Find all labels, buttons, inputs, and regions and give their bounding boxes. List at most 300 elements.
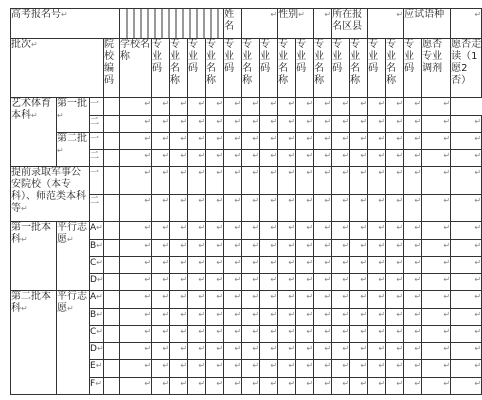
form-cell[interactable]: ↵	[120, 132, 152, 149]
form-cell[interactable]: ↵	[350, 291, 368, 308]
form-cell[interactable]: ↵	[188, 222, 206, 239]
form-cell[interactable]: ↵	[120, 360, 152, 377]
form-cell[interactable]: ↵	[152, 150, 170, 167]
form-cell[interactable]	[104, 98, 120, 115]
form-cell[interactable]: ↵	[242, 150, 260, 167]
form-cell[interactable]: ↵	[224, 256, 242, 273]
form-cell[interactable]: ↵	[368, 377, 386, 394]
form-cell[interactable]: ↵	[242, 274, 260, 291]
form-cell[interactable]: ↵	[260, 291, 278, 308]
form-cell[interactable]	[104, 377, 120, 394]
form-cell[interactable]: ↵	[451, 194, 482, 221]
form-cell[interactable]: ↵	[404, 274, 422, 291]
form-cell[interactable]: ↵	[451, 343, 482, 360]
form-cell[interactable]: ↵	[188, 167, 206, 194]
form-cell[interactable]: ↵	[224, 222, 242, 239]
form-cell[interactable]: ↵	[404, 377, 422, 394]
form-cell[interactable]: ↵	[422, 132, 451, 149]
form-cell[interactable]: ↵	[206, 308, 224, 325]
form-cell[interactable]: ↵	[278, 377, 296, 394]
form-cell[interactable]: ↵	[296, 291, 314, 308]
form-cell[interactable]: ↵	[152, 325, 170, 342]
form-cell[interactable]: ↵	[296, 194, 314, 221]
form-cell[interactable]: ↵	[152, 256, 170, 273]
form-cell[interactable]: ↵	[296, 360, 314, 377]
form-cell[interactable]: ↵	[120, 194, 152, 221]
form-cell[interactable]: ↵	[296, 377, 314, 394]
form-cell[interactable]: ↵	[350, 377, 368, 394]
form-cell[interactable]: ↵	[152, 343, 170, 360]
form-cell[interactable]: ↵	[451, 239, 482, 256]
form-cell[interactable]: ↵	[451, 256, 482, 273]
form-cell[interactable]: ↵	[278, 360, 296, 377]
form-cell[interactable]: ↵	[314, 115, 332, 132]
form-cell[interactable]: ↵	[296, 343, 314, 360]
form-cell[interactable]: ↵	[332, 256, 350, 273]
form-cell[interactable]: ↵	[332, 291, 350, 308]
form-cell[interactable]: ↵	[170, 377, 188, 394]
form-cell[interactable]: ↵	[224, 115, 242, 132]
form-cell[interactable]: ↵	[120, 115, 152, 132]
form-cell[interactable]: ↵	[332, 274, 350, 291]
form-cell[interactable]: ↵	[386, 325, 404, 342]
form-cell[interactable]: ↵	[152, 132, 170, 149]
form-cell[interactable]: ↵	[242, 325, 260, 342]
form-cell[interactable]: ↵	[404, 343, 422, 360]
form-cell[interactable]: ↵	[368, 132, 386, 149]
form-cell[interactable]	[104, 274, 120, 291]
form-cell[interactable]: ↵	[206, 377, 224, 394]
form-cell[interactable]: ↵	[404, 132, 422, 149]
form-cell[interactable]: ↵	[404, 256, 422, 273]
form-cell[interactable]: ↵	[296, 150, 314, 167]
form-cell[interactable]: ↵	[224, 194, 242, 221]
form-cell[interactable]: ↵	[314, 274, 332, 291]
form-cell[interactable]: ↵	[451, 150, 482, 167]
form-cell[interactable]: ↵	[350, 167, 368, 194]
form-cell[interactable]: ↵	[386, 239, 404, 256]
form-cell[interactable]: ↵	[422, 222, 451, 239]
form-cell[interactable]: ↵	[242, 291, 260, 308]
form-cell[interactable]: ↵	[278, 308, 296, 325]
form-cell[interactable]: ↵	[152, 274, 170, 291]
form-cell[interactable]: ↵	[170, 115, 188, 132]
form-cell[interactable]: ↵	[350, 343, 368, 360]
form-cell[interactable]: ↵	[170, 343, 188, 360]
form-cell[interactable]: ↵	[260, 343, 278, 360]
form-cell[interactable]: ↵	[278, 150, 296, 167]
form-cell[interactable]: ↵	[368, 360, 386, 377]
form-cell[interactable]: ↵	[188, 115, 206, 132]
form-cell[interactable]: ↵	[242, 256, 260, 273]
form-cell[interactable]: ↵	[296, 98, 314, 115]
form-cell[interactable]: ↵	[451, 377, 482, 394]
form-cell[interactable]: ↵	[386, 343, 404, 360]
form-cell[interactable]: ↵	[260, 132, 278, 149]
form-cell[interactable]: ↵	[224, 167, 242, 194]
form-cell[interactable]: ↵	[368, 325, 386, 342]
form-cell[interactable]: ↵	[170, 256, 188, 273]
form-cell[interactable]: ↵	[260, 167, 278, 194]
form-cell[interactable]: ↵	[451, 291, 482, 308]
form-cell[interactable]: ↵	[332, 167, 350, 194]
form-cell[interactable]: ↵	[224, 239, 242, 256]
form-cell[interactable]: ↵	[278, 256, 296, 273]
form-cell[interactable]: ↵	[422, 377, 451, 394]
form-cell[interactable]: ↵	[120, 325, 152, 342]
form-cell[interactable]: ↵	[120, 291, 152, 308]
form-cell[interactable]: ↵	[260, 150, 278, 167]
form-cell[interactable]: ↵	[260, 239, 278, 256]
form-cell[interactable]: ↵	[404, 291, 422, 308]
form-cell[interactable]: ↵	[350, 132, 368, 149]
form-cell[interactable]: ↵	[152, 194, 170, 221]
form-cell[interactable]: ↵	[368, 167, 386, 194]
form-cell[interactable]: ↵	[368, 98, 386, 115]
form-cell[interactable]: ↵	[451, 360, 482, 377]
form-cell[interactable]: ↵	[314, 98, 332, 115]
form-cell[interactable]: ↵	[206, 167, 224, 194]
form-cell[interactable]: ↵	[260, 360, 278, 377]
form-cell[interactable]	[104, 360, 120, 377]
form-cell[interactable]: ↵	[332, 98, 350, 115]
form-cell[interactable]: ↵	[314, 291, 332, 308]
form-cell[interactable]: ↵	[278, 167, 296, 194]
form-cell[interactable]: ↵	[170, 274, 188, 291]
form-cell[interactable]: ↵	[332, 115, 350, 132]
form-cell[interactable]: ↵	[350, 98, 368, 115]
form-cell[interactable]: ↵	[206, 274, 224, 291]
form-cell[interactable]: ↵	[152, 360, 170, 377]
form-cell[interactable]: ↵	[242, 132, 260, 149]
form-cell[interactable]: ↵	[260, 325, 278, 342]
form-cell[interactable]: ↵	[206, 325, 224, 342]
form-cell[interactable]: ↵	[278, 274, 296, 291]
form-cell[interactable]: ↵	[170, 325, 188, 342]
form-cell[interactable]: ↵	[386, 98, 404, 115]
form-cell[interactable]: ↵	[386, 377, 404, 394]
form-cell[interactable]: ↵	[314, 194, 332, 221]
form-cell[interactable]: ↵	[170, 308, 188, 325]
form-cell[interactable]: ↵	[314, 343, 332, 360]
form-cell[interactable]	[104, 291, 120, 308]
form-cell[interactable]: ↵	[170, 360, 188, 377]
form-cell[interactable]: ↵	[278, 115, 296, 132]
form-cell[interactable]: ↵	[332, 222, 350, 239]
form-cell[interactable]: ↵	[422, 150, 451, 167]
form-cell[interactable]: ↵	[120, 377, 152, 394]
form-cell[interactable]: ↵	[224, 343, 242, 360]
form-cell[interactable]: ↵	[120, 308, 152, 325]
form-cell[interactable]: ↵	[368, 256, 386, 273]
form-cell[interactable]: ↵	[152, 222, 170, 239]
form-cell[interactable]: ↵	[404, 150, 422, 167]
form-cell[interactable]: ↵	[206, 360, 224, 377]
form-cell[interactable]: ↵	[332, 360, 350, 377]
form-cell[interactable]: ↵	[242, 360, 260, 377]
form-cell[interactable]: ↵	[422, 325, 451, 342]
form-cell[interactable]: ↵	[260, 115, 278, 132]
form-cell[interactable]: ↵	[206, 194, 224, 221]
form-cell[interactable]: ↵	[404, 360, 422, 377]
form-cell[interactable]: ↵	[188, 291, 206, 308]
form-cell[interactable]: ↵	[296, 239, 314, 256]
form-cell[interactable]: ↵	[386, 132, 404, 149]
form-cell[interactable]: ↵	[120, 239, 152, 256]
form-cell[interactable]: ↵	[188, 256, 206, 273]
form-cell[interactable]: ↵	[188, 98, 206, 115]
form-cell[interactable]	[104, 239, 120, 256]
form-cell[interactable]: ↵	[404, 194, 422, 221]
form-cell[interactable]: ↵	[332, 239, 350, 256]
form-cell[interactable]: ↵	[296, 274, 314, 291]
form-cell[interactable]: ↵	[170, 222, 188, 239]
name-field[interactable]: ↵	[242, 9, 278, 39]
form-cell[interactable]: ↵	[314, 239, 332, 256]
form-cell[interactable]: ↵	[296, 222, 314, 239]
form-cell[interactable]: ↵	[170, 239, 188, 256]
form-cell[interactable]: ↵	[242, 98, 260, 115]
form-cell[interactable]: ↵	[188, 150, 206, 167]
form-cell[interactable]: ↵	[152, 167, 170, 194]
gender-field[interactable]: ↵	[314, 9, 332, 39]
form-cell[interactable]: ↵	[350, 360, 368, 377]
form-cell[interactable]: ↵	[404, 308, 422, 325]
form-cell[interactable]: ↵	[206, 256, 224, 273]
form-cell[interactable]	[104, 222, 120, 239]
form-cell[interactable]: ↵	[368, 308, 386, 325]
form-cell[interactable]: ↵	[451, 167, 482, 194]
form-cell[interactable]: ↵	[296, 115, 314, 132]
form-cell[interactable]: ↵	[278, 98, 296, 115]
form-cell[interactable]: ↵	[206, 239, 224, 256]
region-field[interactable]: ↵	[368, 9, 404, 39]
form-cell[interactable]: ↵	[332, 377, 350, 394]
exam-no-boxes[interactable]	[120, 9, 224, 39]
form-cell[interactable]: ↵	[386, 150, 404, 167]
form-cell[interactable]: ↵	[120, 167, 152, 194]
form-cell[interactable]: ↵	[170, 291, 188, 308]
form-cell[interactable]: ↵	[422, 308, 451, 325]
form-cell[interactable]: ↵	[188, 343, 206, 360]
form-cell[interactable]: ↵	[170, 98, 188, 115]
form-cell[interactable]: ↵	[404, 325, 422, 342]
form-cell[interactable]: ↵	[260, 274, 278, 291]
form-cell[interactable]: ↵	[422, 115, 451, 132]
form-cell[interactable]: ↵	[451, 222, 482, 239]
form-cell[interactable]: ↵	[386, 274, 404, 291]
form-cell[interactable]: ↵	[422, 239, 451, 256]
form-cell[interactable]: ↵	[242, 308, 260, 325]
form-cell[interactable]: ↵	[350, 256, 368, 273]
form-cell[interactable]: ↵	[422, 291, 451, 308]
form-cell[interactable]: ↵	[368, 150, 386, 167]
form-cell[interactable]: ↵	[188, 194, 206, 221]
form-cell[interactable]: ↵	[120, 222, 152, 239]
form-cell[interactable]: ↵	[404, 115, 422, 132]
form-cell[interactable]: ↵	[350, 222, 368, 239]
form-cell[interactable]: ↵	[188, 325, 206, 342]
form-cell[interactable]: ↵	[242, 115, 260, 132]
form-cell[interactable]: ↵	[368, 115, 386, 132]
form-cell[interactable]: ↵	[422, 167, 451, 194]
form-cell[interactable]: ↵	[260, 377, 278, 394]
form-cell[interactable]: ↵	[188, 274, 206, 291]
language-field[interactable]: ↵	[451, 9, 482, 39]
form-cell[interactable]: ↵	[224, 132, 242, 149]
form-cell[interactable]: ↵	[152, 239, 170, 256]
form-cell[interactable]	[104, 132, 120, 149]
form-cell[interactable]: ↵	[451, 308, 482, 325]
form-cell[interactable]: ↵	[260, 98, 278, 115]
form-cell[interactable]: ↵	[368, 194, 386, 221]
form-cell[interactable]: ↵	[386, 115, 404, 132]
form-cell[interactable]: ↵	[120, 274, 152, 291]
form-cell[interactable]: ↵	[350, 239, 368, 256]
form-cell[interactable]: ↵	[314, 377, 332, 394]
form-cell[interactable]: ↵	[170, 194, 188, 221]
form-cell[interactable]: ↵	[332, 150, 350, 167]
form-cell[interactable]: ↵	[404, 239, 422, 256]
form-cell[interactable]: ↵	[152, 98, 170, 115]
form-cell[interactable]: ↵	[314, 167, 332, 194]
form-cell[interactable]: ↵	[206, 291, 224, 308]
form-cell[interactable]: ↵	[206, 132, 224, 149]
form-cell[interactable]: ↵	[224, 98, 242, 115]
form-cell[interactable]: ↵	[386, 308, 404, 325]
form-cell[interactable]: ↵	[188, 377, 206, 394]
form-cell[interactable]: ↵	[152, 291, 170, 308]
form-cell[interactable]: ↵	[206, 150, 224, 167]
form-cell[interactable]: ↵	[170, 150, 188, 167]
form-cell[interactable]	[104, 150, 120, 167]
form-cell[interactable]: ↵	[386, 222, 404, 239]
form-cell[interactable]: ↵	[386, 360, 404, 377]
form-cell[interactable]: ↵	[278, 222, 296, 239]
form-cell[interactable]: ↵	[314, 222, 332, 239]
form-cell[interactable]: ↵	[332, 194, 350, 221]
form-cell[interactable]	[104, 256, 120, 273]
form-cell[interactable]: ↵	[422, 274, 451, 291]
form-cell[interactable]: ↵	[260, 308, 278, 325]
form-cell[interactable]: ↵	[170, 167, 188, 194]
form-cell[interactable]: ↵	[422, 343, 451, 360]
form-cell[interactable]: ↵	[296, 325, 314, 342]
form-cell[interactable]: ↵	[451, 115, 482, 132]
form-cell[interactable]: ↵	[368, 239, 386, 256]
form-cell[interactable]: ↵	[278, 325, 296, 342]
form-cell[interactable]: ↵	[206, 98, 224, 115]
form-cell[interactable]: ↵	[404, 167, 422, 194]
form-cell[interactable]: ↵	[368, 291, 386, 308]
form-cell[interactable]: ↵	[206, 222, 224, 239]
form-cell[interactable]: ↵	[350, 308, 368, 325]
form-cell[interactable]: ↵	[242, 194, 260, 221]
form-cell[interactable]: ↵	[224, 377, 242, 394]
form-cell[interactable]: ↵	[120, 150, 152, 167]
form-cell[interactable]: ↵	[314, 308, 332, 325]
form-cell[interactable]: ↵	[224, 308, 242, 325]
form-cell[interactable]: ↵	[224, 150, 242, 167]
form-cell[interactable]: ↵	[422, 360, 451, 377]
form-cell[interactable]: ↵	[314, 256, 332, 273]
form-cell[interactable]: ↵	[224, 325, 242, 342]
form-cell[interactable]: ↵	[314, 325, 332, 342]
form-cell[interactable]: ↵	[242, 222, 260, 239]
form-cell[interactable]: ↵	[278, 132, 296, 149]
form-cell[interactable]: ↵	[404, 98, 422, 115]
form-cell[interactable]: ↵	[368, 222, 386, 239]
form-cell[interactable]	[104, 167, 120, 194]
form-cell[interactable]: ↵	[451, 274, 482, 291]
form-cell[interactable]: ↵	[332, 132, 350, 149]
form-cell[interactable]: ↵	[242, 343, 260, 360]
form-cell[interactable]: ↵	[332, 325, 350, 342]
form-cell[interactable]: ↵	[350, 325, 368, 342]
form-cell[interactable]: ↵	[120, 256, 152, 273]
form-cell[interactable]: ↵	[296, 308, 314, 325]
form-cell[interactable]: ↵	[350, 274, 368, 291]
form-cell[interactable]: ↵	[350, 115, 368, 132]
form-cell[interactable]: ↵	[386, 291, 404, 308]
form-cell[interactable]: ↵	[188, 132, 206, 149]
form-cell[interactable]	[104, 325, 120, 342]
form-cell[interactable]: ↵	[278, 239, 296, 256]
form-cell[interactable]: ↵	[260, 222, 278, 239]
form-cell[interactable]: ↵	[404, 222, 422, 239]
form-cell[interactable]: ↵	[188, 360, 206, 377]
form-cell[interactable]	[104, 194, 120, 221]
form-cell[interactable]: ↵	[296, 167, 314, 194]
form-cell[interactable]: ↵	[314, 132, 332, 149]
form-cell[interactable]: ↵	[350, 150, 368, 167]
form-cell[interactable]: ↵	[332, 308, 350, 325]
form-cell[interactable]: ↵	[451, 132, 482, 149]
form-cell[interactable]: ↵	[278, 194, 296, 221]
form-cell[interactable]: ↵	[296, 256, 314, 273]
form-cell[interactable]: ↵	[350, 194, 368, 221]
form-cell[interactable]: ↵	[170, 132, 188, 149]
form-cell[interactable]: ↵	[242, 239, 260, 256]
form-cell[interactable]: ↵	[206, 343, 224, 360]
form-cell[interactable]: ↵	[188, 308, 206, 325]
form-cell[interactable]: ↵	[422, 194, 451, 221]
form-cell[interactable]: ↵	[120, 98, 152, 115]
form-cell[interactable]: ↵	[278, 343, 296, 360]
form-cell[interactable]: ↵	[368, 343, 386, 360]
form-cell[interactable]: ↵	[422, 98, 451, 115]
form-cell[interactable]: ↵	[386, 256, 404, 273]
form-cell[interactable]: ↵	[368, 274, 386, 291]
form-cell[interactable]: ↵	[152, 308, 170, 325]
form-cell[interactable]: ↵	[120, 343, 152, 360]
form-cell[interactable]: ↵	[224, 291, 242, 308]
form-cell[interactable]: ↵	[152, 115, 170, 132]
form-cell[interactable]: ↵	[332, 343, 350, 360]
form-cell[interactable]: ↵	[242, 167, 260, 194]
form-cell[interactable]: ↵	[386, 167, 404, 194]
form-cell[interactable]: ↵	[296, 132, 314, 149]
form-cell[interactable]: ↵	[314, 150, 332, 167]
form-cell[interactable]	[104, 115, 120, 132]
form-cell[interactable]	[104, 343, 120, 360]
form-cell[interactable]	[104, 308, 120, 325]
form-cell[interactable]: ↵	[386, 194, 404, 221]
form-cell[interactable]: ↵	[188, 239, 206, 256]
form-cell[interactable]: ↵	[451, 325, 482, 342]
form-cell[interactable]: ↵	[260, 256, 278, 273]
form-cell[interactable]: ↵	[224, 274, 242, 291]
